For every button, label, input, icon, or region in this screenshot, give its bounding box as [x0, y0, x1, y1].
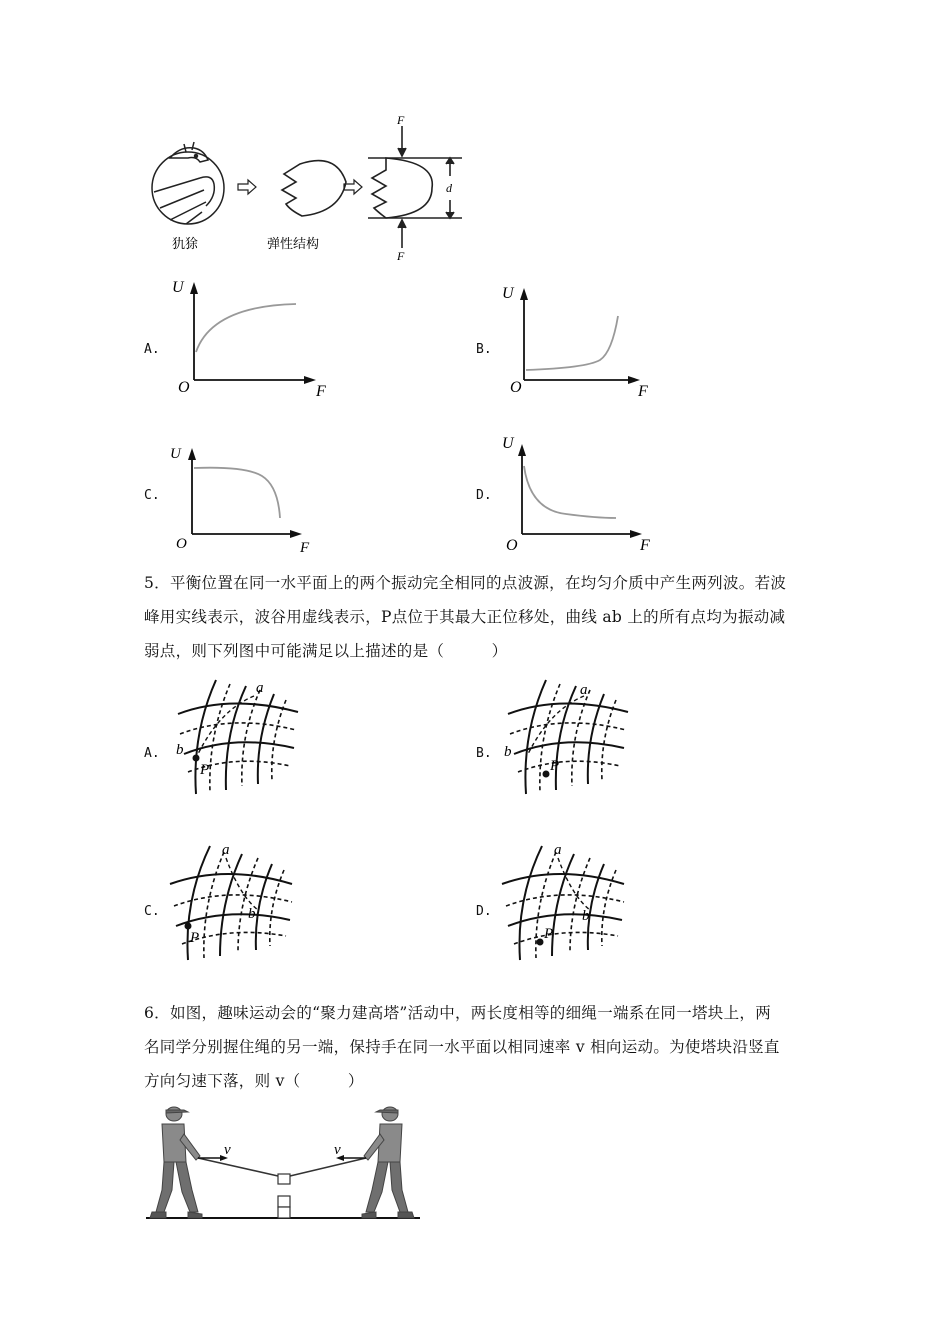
- q4-graph-a[interactable]: [166, 272, 336, 400]
- rope-left: [198, 1158, 278, 1176]
- curve-d: [524, 466, 616, 518]
- q4-option-c-letter[interactable]: C.: [144, 488, 160, 503]
- rope-right: [290, 1158, 366, 1176]
- tower-block-base-bottom: [278, 1207, 290, 1218]
- q6-line-3: 方向匀速下落，则 v（ ）: [144, 1072, 364, 1090]
- q4-graph-d[interactable]: [496, 430, 666, 556]
- tower-game-figure: [144, 1100, 424, 1224]
- axis-label-u: U: [502, 435, 514, 452]
- q5-figure-c[interactable]: [166, 838, 306, 964]
- q5-line-2: 峰用实线表示，波谷用虚线表示，P点位于其最大正位移处，曲线 ab 上的所有点均为振动减: [144, 608, 786, 626]
- q5-figure-d[interactable]: [498, 838, 638, 964]
- q5-option-a-letter[interactable]: A.: [144, 746, 160, 761]
- origin-label: O: [178, 379, 190, 396]
- point-label-p: P: [544, 926, 554, 942]
- axis-label-u: U: [170, 446, 181, 462]
- q4-graph-b[interactable]: [496, 276, 666, 404]
- force-label-top: F: [397, 113, 405, 127]
- q4-option-b-letter[interactable]: B.: [476, 342, 492, 357]
- q6-line-1: 6．如图，趣味运动会的“聚力建高塔”活动中，两长度相等的细绳一端系在同一塔块上，两: [144, 1004, 772, 1022]
- armadillo-drawing: [152, 142, 224, 224]
- q5-question: [144, 566, 824, 668]
- q4-graph-c[interactable]: [166, 438, 326, 556]
- student-left: [150, 1107, 202, 1218]
- point-label-a: a: [256, 680, 264, 696]
- point-label-p: P: [190, 930, 200, 946]
- point-label-a: a: [554, 842, 562, 858]
- origin-label: O: [176, 536, 187, 552]
- q5-line-3: 弱点，则下列图中可能满足以上描述的是（ ）: [144, 642, 508, 660]
- point-label-a: a: [580, 682, 588, 698]
- point-label-p: P: [550, 758, 560, 774]
- point-label-b: b: [176, 742, 184, 758]
- elastic-structure: [282, 161, 346, 216]
- axis-label-f: F: [316, 383, 326, 400]
- force-label-bottom: F: [397, 249, 405, 262]
- caption-structure: 弹性结构: [267, 236, 320, 251]
- curve-c: [194, 468, 280, 518]
- armadillo-figure: [140, 112, 480, 262]
- curve-a: [196, 304, 296, 352]
- velocity-label-left: v: [224, 1142, 231, 1158]
- axis-label-u: U: [172, 279, 184, 296]
- caption-animal: 犰狳: [172, 236, 199, 251]
- q4-option-a-letter[interactable]: A.: [144, 342, 160, 357]
- curve-b: [526, 316, 618, 370]
- q5-option-d-letter[interactable]: D.: [476, 904, 492, 919]
- axis-label-f: F: [638, 383, 648, 400]
- point-label-b: b: [504, 744, 512, 760]
- distance-label: d: [446, 181, 452, 195]
- arrow-right-icon: [238, 180, 256, 194]
- tower-block-base-top: [278, 1196, 290, 1207]
- q5-line-1: 5．平衡位置在同一水平面上的两个振动完全相同的点波源，在均匀介质中产生两列波。若波: [144, 574, 787, 592]
- axis-label-f: F: [640, 537, 650, 554]
- q6-question: [144, 996, 824, 1098]
- point-label-p: P: [200, 762, 210, 778]
- velocity-label-right: v: [334, 1142, 341, 1158]
- q4-option-d-letter[interactable]: D.: [476, 488, 492, 503]
- q5-figure-b[interactable]: [500, 674, 640, 800]
- q5-option-c-letter[interactable]: C.: [144, 904, 160, 919]
- q5-figure-a[interactable]: [170, 674, 310, 800]
- point-label-b: b: [582, 908, 590, 924]
- axis-label-u: U: [502, 285, 514, 302]
- axis-label-f: F: [300, 540, 310, 556]
- q6-line-2: 名同学分别握住绳的另一端，保持手在同一水平面以相同速率 v 相向运动。为使塔块沿竖直: [144, 1038, 780, 1056]
- point-label-b: b: [248, 906, 256, 922]
- student-right: [362, 1107, 414, 1218]
- origin-label: O: [506, 537, 518, 554]
- point-label-a: a: [222, 842, 230, 858]
- tower-block-hanging: [278, 1174, 290, 1184]
- origin-label: O: [510, 379, 522, 396]
- q5-option-b-letter[interactable]: B.: [476, 746, 492, 761]
